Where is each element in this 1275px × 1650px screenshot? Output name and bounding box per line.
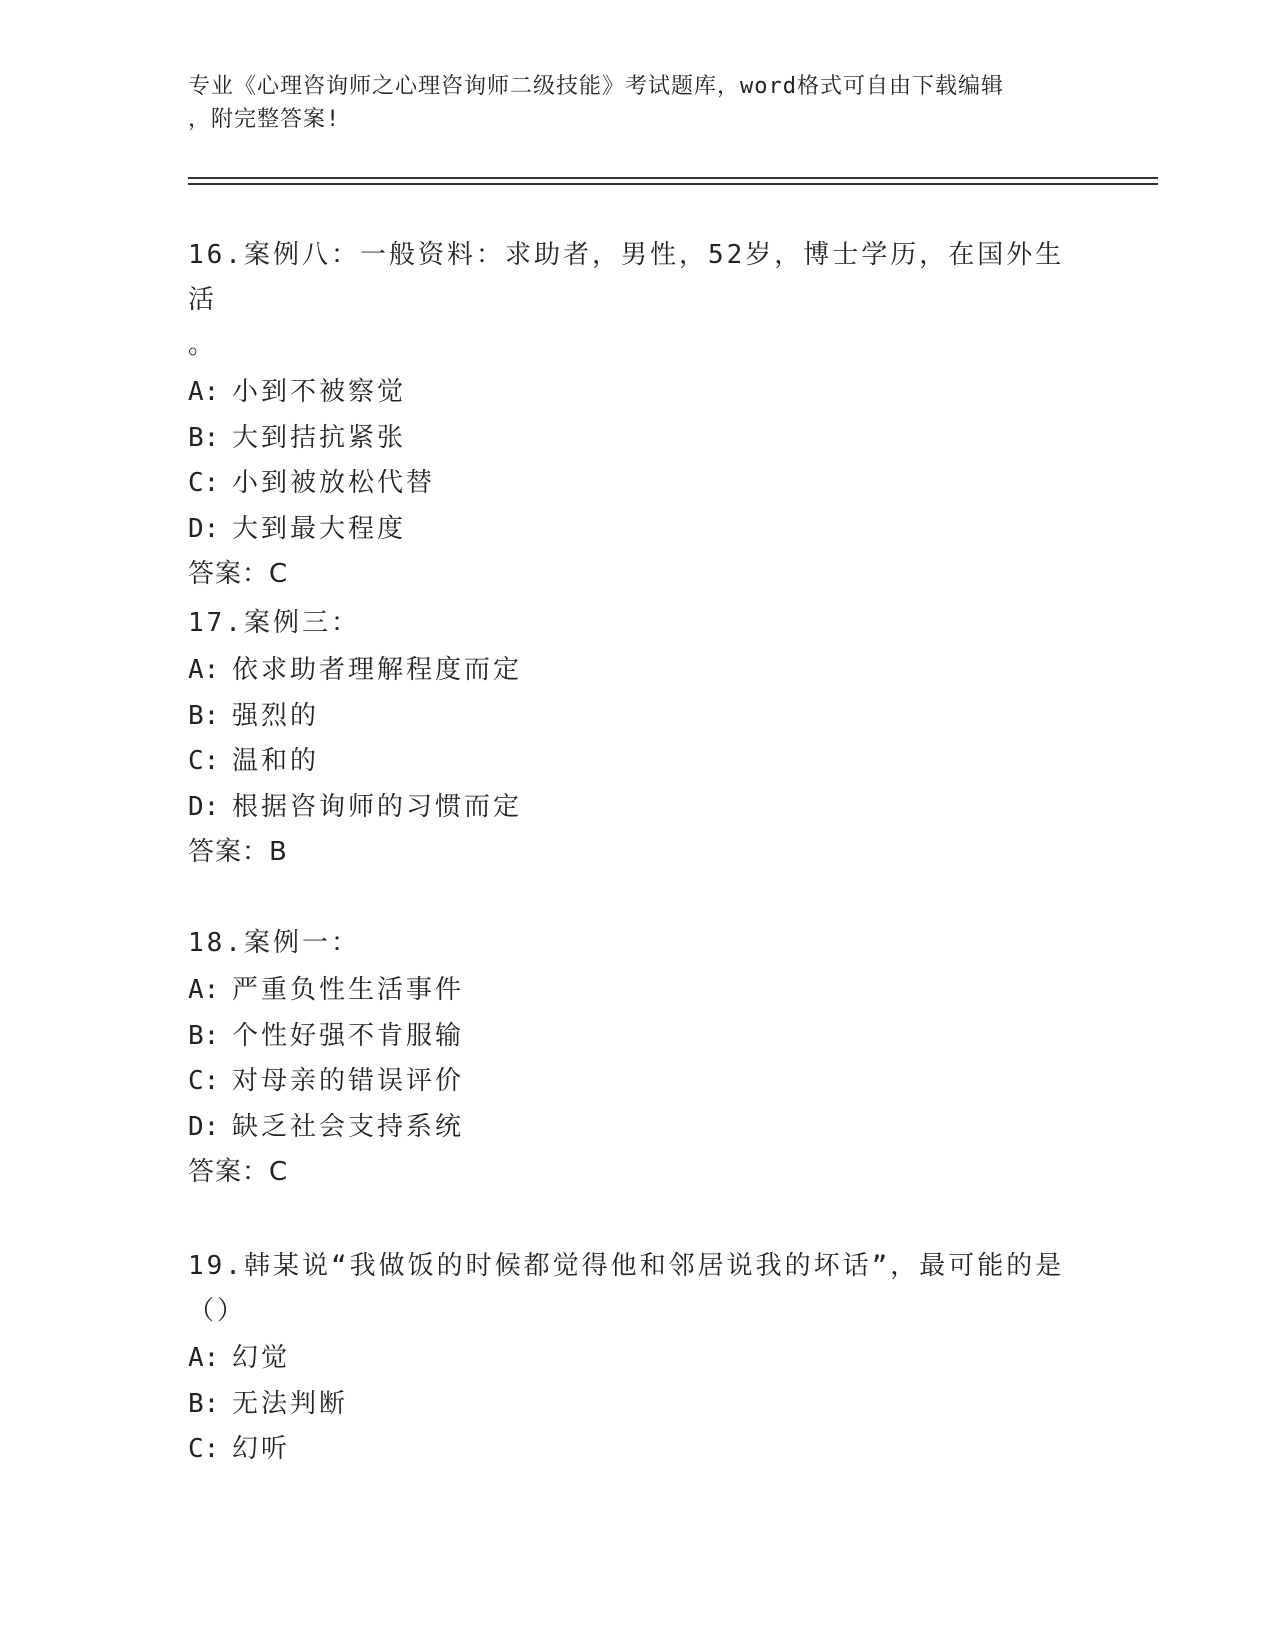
option-d (188, 507, 1088, 553)
option-b (188, 416, 1088, 462)
answer-line: 答案：C (188, 559, 289, 589)
question-stem (188, 233, 1088, 368)
option-text: 对母亲的错误评价 (232, 1066, 465, 1096)
option-key: B: (188, 1388, 220, 1419)
document-header (188, 70, 1068, 136)
header-divider-bottom (188, 183, 1158, 185)
option-key: D: (188, 1111, 220, 1142)
question-stem-line-2: （） (188, 1296, 247, 1326)
question-stem (188, 601, 1088, 646)
option-key: C: (188, 746, 220, 776)
option-key: B: (188, 422, 220, 453)
question-stem-line-1: 16.案例八：一般资料：求助者，男性，52岁，博士学历，在国外生活 (188, 240, 1065, 315)
option-text: 无法判断 (232, 1388, 349, 1419)
question-18 (188, 921, 1088, 1195)
question-stem-line-1: 18.案例一： (188, 928, 360, 958)
option-text: 幻听 (232, 1434, 291, 1464)
option-text: 大到最大程度 (232, 513, 407, 544)
option-key: A: (188, 655, 220, 685)
option-b (188, 1382, 1088, 1428)
option-text: 缺乏社会支持系统 (232, 1111, 465, 1142)
question-19 (188, 1244, 1088, 1473)
option-b (188, 694, 1088, 740)
option-key: B: (188, 1020, 220, 1051)
option-a (188, 1336, 1088, 1382)
question-17 (188, 601, 1088, 875)
option-c (188, 1059, 1088, 1105)
question-stem-line-1: 17.案例三： (188, 608, 360, 638)
option-key: C: (188, 1434, 220, 1464)
option-text: 严重负性生活事件 (232, 975, 465, 1005)
option-key: C: (188, 1066, 220, 1096)
option-b (188, 1014, 1088, 1060)
header-line-2: ，附完整答案! (188, 107, 341, 132)
question-16 (188, 233, 1088, 597)
question-stem (188, 921, 1088, 966)
option-key: B: (188, 700, 220, 731)
option-a (188, 648, 1088, 694)
option-key: A: (188, 975, 220, 1005)
option-a (188, 370, 1088, 416)
option-key: D: (188, 791, 220, 822)
option-text: 个性好强不肯服输 (232, 1020, 465, 1051)
option-text: 根据咨询师的习惯而定 (232, 791, 523, 822)
answer-line: 答案：B (188, 837, 288, 867)
option-text: 大到拮抗紧张 (232, 422, 407, 453)
option-a (188, 968, 1088, 1014)
question-stem-line-1: 19.韩某说“我做饭的时候都觉得他和邻居说我的坏话”，最可能的是 (188, 1251, 1065, 1281)
option-c (188, 461, 1088, 507)
option-key: A: (188, 377, 220, 407)
option-text: 小到不被察觉 (232, 377, 407, 407)
option-key: D: (188, 513, 220, 544)
option-d (188, 785, 1088, 831)
question-stem (188, 1244, 1088, 1334)
header-line-1: 专业《心理咨询师之心理咨询师二级技能》考试题库，word格式可自由下载编辑 (188, 74, 1004, 99)
option-d (188, 1105, 1088, 1151)
option-text: 小到被放松代替 (232, 468, 436, 498)
option-c (188, 739, 1088, 785)
question-stem-line-2: 。 (188, 330, 218, 360)
option-text: 温和的 (232, 746, 320, 776)
option-text: 幻觉 (232, 1343, 291, 1373)
header-divider-top (188, 177, 1158, 179)
option-c (188, 1427, 1088, 1473)
option-key: C: (188, 468, 220, 498)
answer-line: 答案：C (188, 1157, 289, 1187)
option-text: 强烈的 (232, 700, 320, 731)
option-key: A: (188, 1343, 220, 1373)
option-text: 依求助者理解程度而定 (232, 655, 523, 685)
